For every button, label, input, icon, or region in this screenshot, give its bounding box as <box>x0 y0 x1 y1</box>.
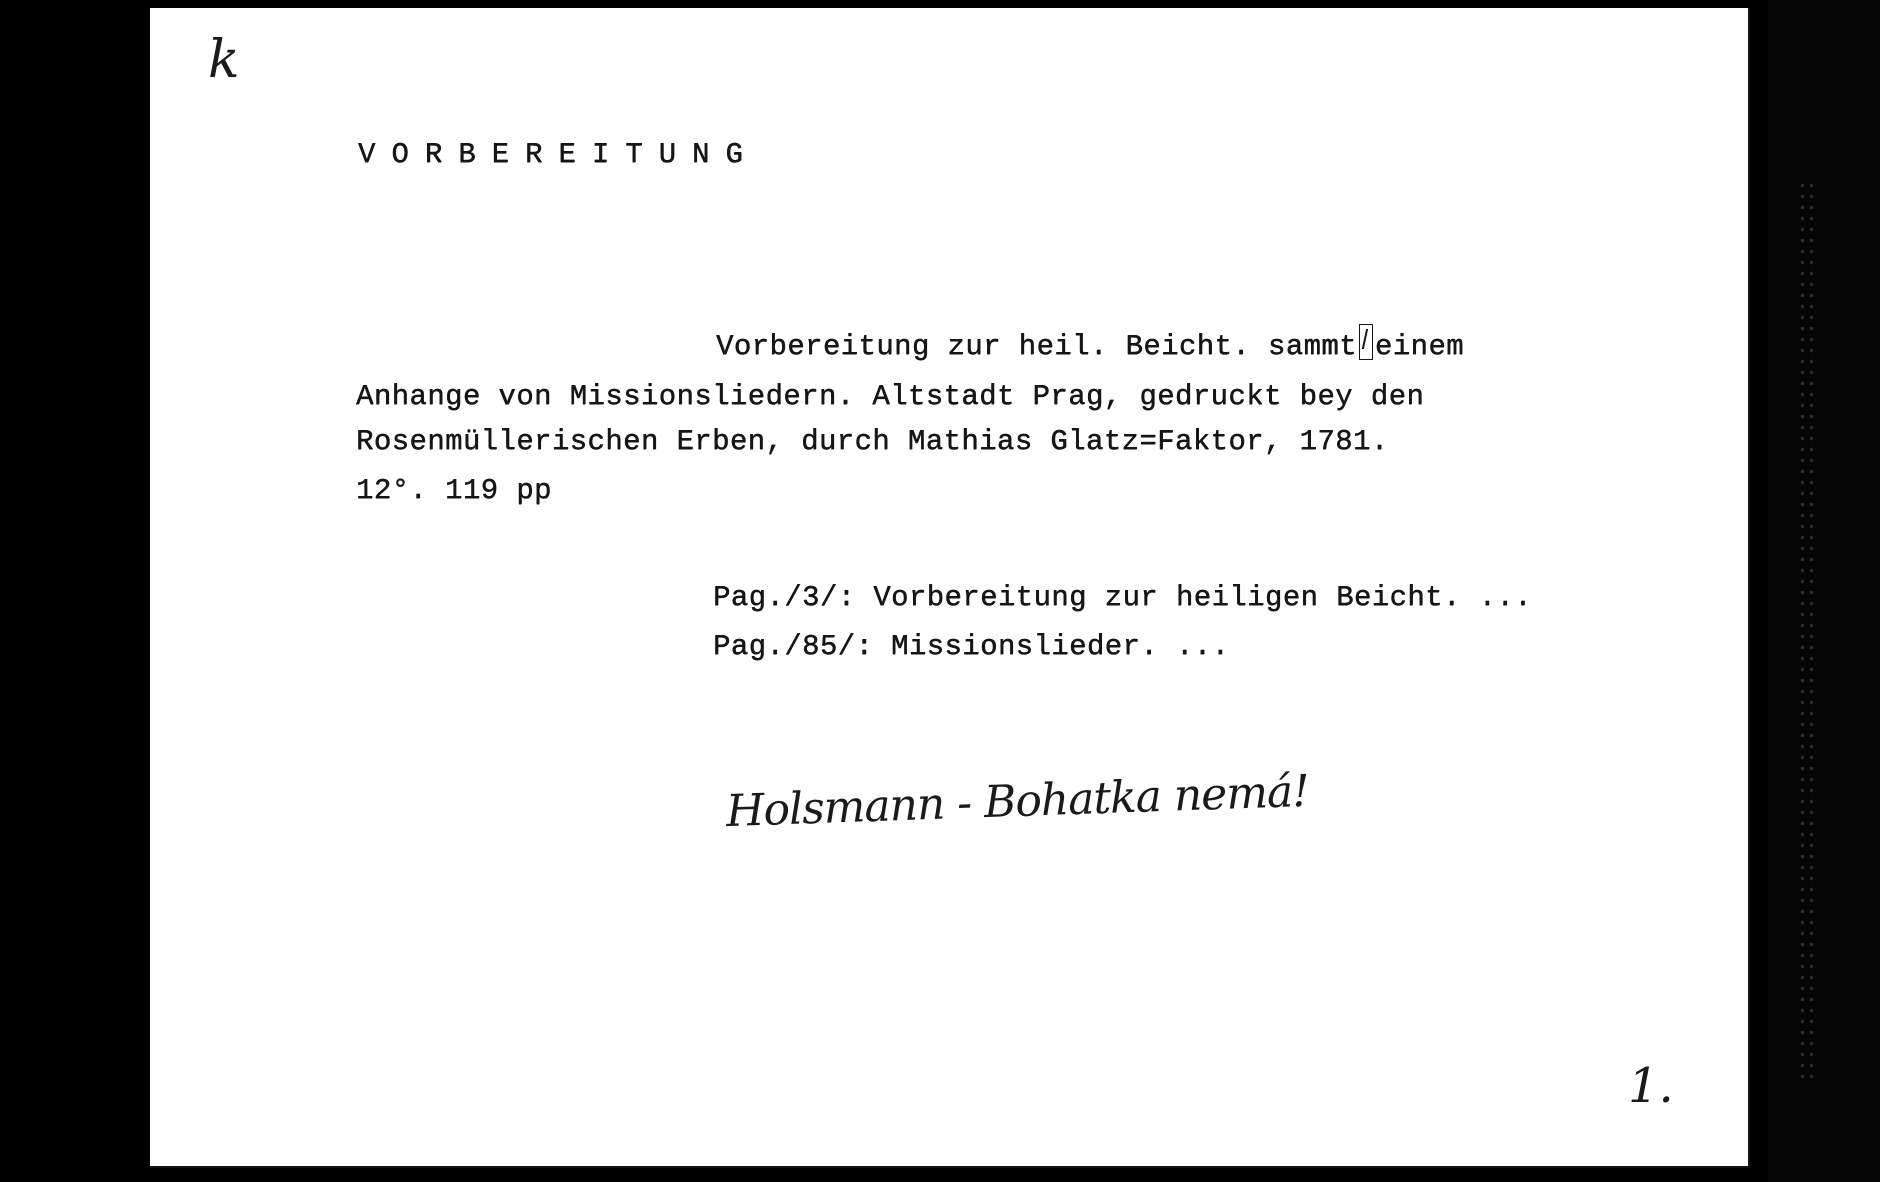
catalog-card <box>150 8 1750 1168</box>
contents-item: Pag./85/: Missionslieder. ... <box>713 630 1230 663</box>
sic-bracket-mark <box>1359 324 1373 360</box>
entry-line-1-end: einem <box>1374 330 1464 363</box>
entry-line-3: Rosenmüllerischen Erben, durch Mathias Glatz=Faktor, 1781. <box>356 425 1389 458</box>
entry-line-4: 12°. 119 pp <box>356 474 552 507</box>
page-number: 1. <box>1628 1058 1674 1114</box>
corner-handwritten-mark: k <box>208 30 240 90</box>
scan-background-edge <box>1768 0 1880 1182</box>
card-heading: VORBEREITUNG <box>358 138 759 171</box>
handwritten-annotation: Holsmann - Bohatka nemá! <box>725 765 1310 838</box>
entry-line-2: Anhange von Missionsliedern. Altstadt Prag, gedruckt bey den <box>356 380 1425 413</box>
entry-line-1-text: Vorbereitung zur heil. Beicht. sammt <box>716 330 1357 363</box>
scan-noise-strip <box>1798 180 1816 1080</box>
contents-item: Pag./3/: Vorbereitung zur heiligen Beicht. ... <box>713 581 1532 614</box>
entry-line-1 <box>716 322 1464 371</box>
